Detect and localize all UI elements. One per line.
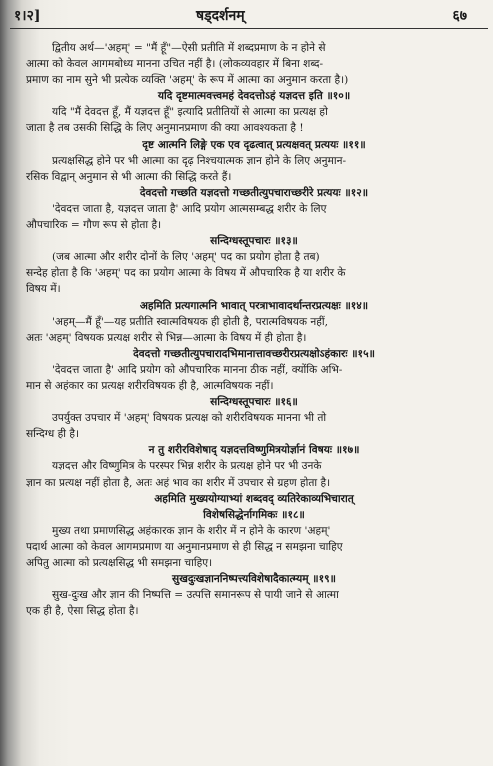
text-line: यज्ञदत्त और विष्णुमित्र के परस्पर भिन्न शरीर के प्रत्यक्ष होने पर भी उनके [52, 460, 322, 473]
text-line: ज्ञान का प्रत्यक्ष नहीं होता है, अतः अहं भाव का शरीर में उपचार से ग्रहण होता है। [26, 476, 331, 489]
sutra-line: सुखदुःखज्ञाननिष्पत्त्यविशेषादैकात्म्यम् ॥१९॥ [172, 573, 336, 586]
text-line: 'अहम्—मैं हूँ'—यह प्रतीति स्वात्मविषयक ही होती है, परात्मविषयक नहीं, [52, 315, 329, 328]
section-number: १।२] [14, 8, 41, 24]
text-line: एक ही है, ऐसा सिद्ध होता है। [26, 605, 139, 618]
sutra-line: विशेषसिद्धेर्नागमिकः ॥१८॥ [203, 508, 305, 521]
sutra-line: अहमिति मुख्ययोग्याभ्यां शब्दवद् व्यतिरेकाव्यभिचारात् [154, 492, 354, 505]
text-line: यदि "मैं देवदत्त हूँ, मैं यज्ञदत्त हूँ" इत्यादि प्रतीतियों से आत्मा का प्रत्यक्ष हो [52, 106, 328, 119]
text-line: (जब आत्मा और शरीर दोनों के लिए 'अहम्' पद का प्रयोग होता है तब) [52, 251, 320, 264]
text-line: मान से अहंकार का प्रत्यक्ष शरीरविषयक ही है, आत्मविषयक नहीं। [26, 379, 274, 392]
text-line: 'देवदत्त जाता है' आदि प्रयोग को औपचारिक मानना ठीक नहीं, क्योंकि अभि- [52, 363, 343, 376]
text-line: औपचारिक = गौण रूप से होता है। [26, 219, 162, 232]
text-line: सन्देह होता है कि 'अहम्' पद का प्रयोग आत्मा के विषय में औपचारिक है या शरीर के [26, 267, 346, 280]
text-line: द्वितीय अर्थ—'अहम्' = "मैं हूँ"—ऐसी प्रतीति में शब्दप्रमाण के न होने से [52, 42, 326, 54]
text-line: आत्मा को केवल आगमबोध्य मानना उचित नहीं है। (लोकव्यवहार में बिना शब्द- [26, 58, 324, 71]
text-line: अपितु आत्मा को प्रत्यक्षसिद्ध भी समझना चाहिए। [26, 557, 213, 569]
text-line: 'देवदत्त जाता है, यज्ञदत्त जाता है' आदि प्रयोग आत्मसम्बद्ध शरीर के लिए [52, 202, 327, 215]
text-line: मुख्य तथा प्रमाणसिद्ध अहंकारक ज्ञान के शरीर में न होने के कारण 'अहम्' [52, 524, 331, 537]
sutra-line: अहमिति प्रत्यगात्मनि भावात् परत्राभावादर्थान्तरप्रत्यक्षः ॥१४॥ [139, 299, 369, 312]
text-line: सन्दिग्ध ही है। [26, 428, 80, 441]
sutra-line: यदि दृष्टमात्मवत्त्वमहं देवदत्तोऽहं यज्ञदत्त इति ॥१०॥ [157, 90, 351, 103]
text-line: विषय में। [26, 283, 61, 296]
text-line: प्रमाण का नाम सुने भी प्रत्येक व्यक्ति 'अहम्' के रूप में आत्मा का अनुमान करता है।) [26, 74, 349, 87]
sutra-line: सन्दिग्धस्तूपचारः ॥१६॥ [210, 396, 298, 409]
text-line: अतः 'अहम्' विषयक प्रत्यक्ष शरीर से भिन्न—आत्मा के विषय में ही होता है। [26, 331, 307, 344]
sutra-line: दृष्ट आत्मनि लिङ्गे एक एव दृढत्वात् प्रत्यक्षवत् प्रत्ययः ॥११॥ [142, 138, 366, 151]
sutra-line: न तु शरीरविशेषाद् यज्ञदत्तविष्णुमित्रयोर्ज्ञानं विषयः ॥१७॥ [148, 444, 360, 457]
sutra-line: देवदत्तो गच्छति यज्ञदत्तो गच्छतीत्युपचाराच्छरीरे प्रत्ययः ॥१२॥ [139, 186, 369, 199]
text-line: प्रत्यक्षसिद्ध होने पर भी आत्मा का दृढ़ निश्चयात्मक ज्ञान होने के लिए अनुमान- [52, 154, 347, 167]
running-title: षड्दर्शनम् [196, 8, 245, 24]
text-line: उपर्युक्त उपचार में 'अहम्' विषयक प्रत्यक्ष को शरीरविषयक मानना भी तो [52, 412, 327, 425]
text-line: जाता है तब उसकी सिद्धि के लिए अनुमानप्रमाण की क्या आवश्यकता है ! [26, 122, 304, 135]
header-rule [10, 28, 488, 29]
sutra-line: सन्दिग्धस्तूपचारः ॥१३॥ [210, 235, 298, 248]
text-line: पदार्थ आत्मा को केवल आगमप्रमाण या अनुमानप्रमाण से ही सिद्ध न समझना चाहिए [26, 540, 343, 553]
page-header [0, 6, 493, 26]
text-line: रसिक विद्वान् अनुमान से भी आत्मा की सिद्धि करते हैं। [26, 170, 232, 183]
page-number: ६७ [452, 8, 467, 24]
page-body [26, 40, 482, 619]
sutra-line: देवदत्तो गच्छतीत्युपचारादभिमानात्तावच्छरीरप्रत्यक्षोऽहंकारः ॥१५॥ [133, 347, 375, 360]
text-line: सुख-दुःख और ज्ञान की निष्पत्ति = उत्पत्ति समानरूप से पायी जाने से आत्मा [52, 589, 339, 602]
